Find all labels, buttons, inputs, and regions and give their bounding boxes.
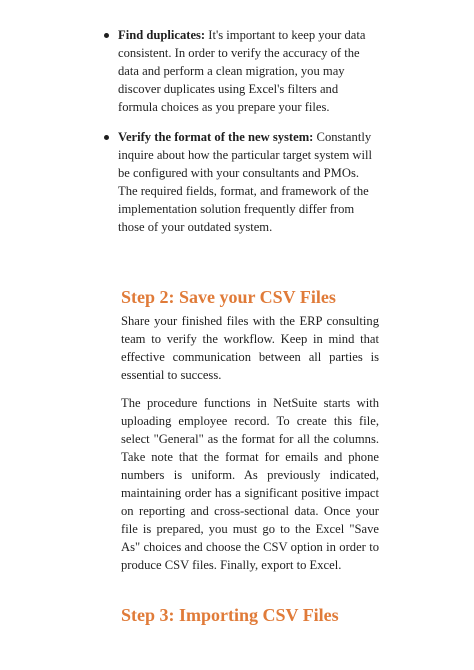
bullet-verify-format [118, 128, 380, 236]
bullet-text: Constantly inquire about how the particular target system will be configured with your consultants and PMOs. The required fields, format, and framework of the implementation solution frequently differ from those of your outdated system. [118, 130, 373, 234]
bullet-dot-icon [104, 33, 109, 38]
bullet-title: Find duplicates: [118, 28, 206, 42]
bullet-list [118, 26, 380, 248]
step3-heading: Step 3: Importing CSV Files [121, 605, 339, 625]
bullet-text: It's important to keep your data consistent. In order to verify the accuracy of the data and perform a clean migration, you may discover duplicates using Excel's filters and formula choices as you prepare your files. [118, 28, 366, 114]
step2-paragraph-2: The procedure functions in NetSuite starts with uploading employee record. To create this file, select "General" as the format for all the columns. Take note that the format for emails and phone numbers is uniform. As previously indicated, maintaining order has a significant positive impact on reporting and cross-sectional data. Once your file is prepared, you must go to the Excel "Save As" choices and choose the CSV option in order to produce CSV files. Finally, export to Excel. [121, 396, 379, 572]
bullet-title: Verify the format of the new system: [118, 130, 314, 144]
bullet-find-duplicates [118, 26, 380, 116]
step2-paragraph-1: Share your finished files with the ERP consulting team to verify the workflow. Keep in mind that effective communication between all parties is essential to success. [121, 314, 379, 382]
step2-heading: Step 2: Save your CSV Files [121, 287, 336, 307]
bullet-dot-icon [104, 135, 109, 140]
